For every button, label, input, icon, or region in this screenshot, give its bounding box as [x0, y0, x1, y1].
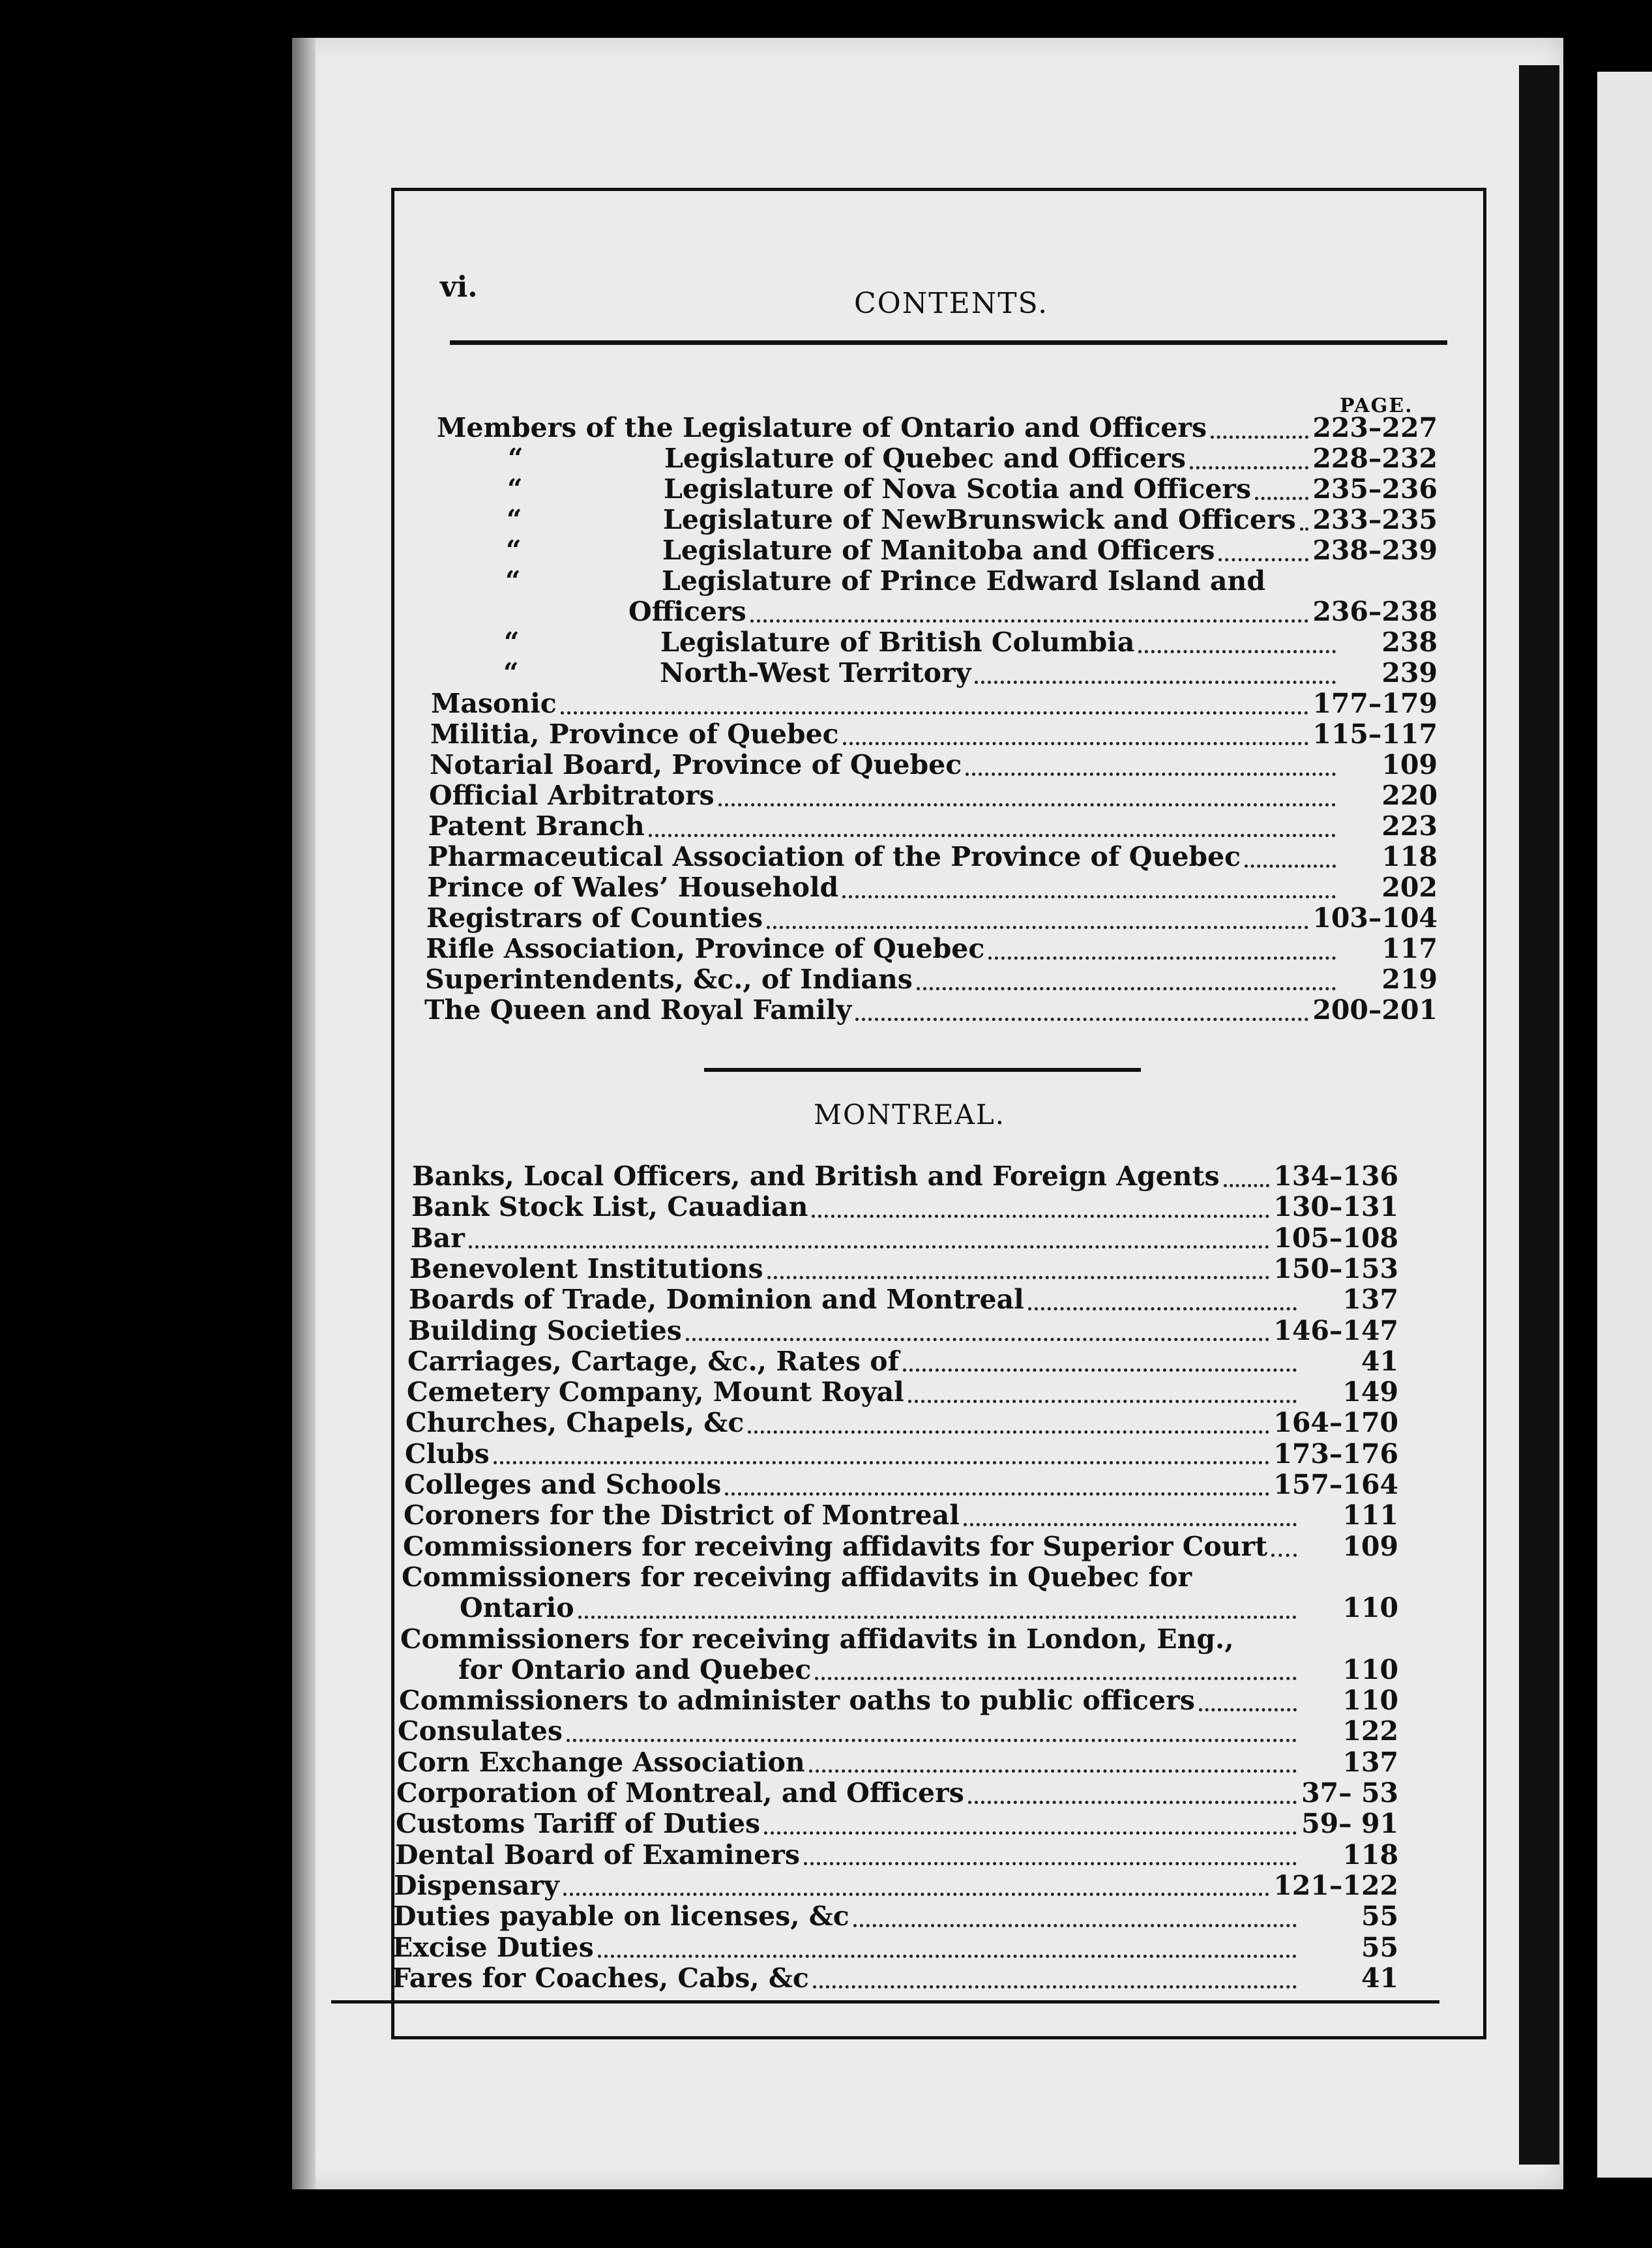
entry-title: for Ontario and Quebec: [458, 1653, 812, 1685]
dot-leader: [750, 608, 1309, 623]
entry-page-numbers: 130–131: [1273, 1191, 1398, 1223]
contents-entry: [427, 872, 1438, 903]
contents-entry: [411, 1222, 1398, 1254]
contents-entry: [435, 504, 1438, 535]
bottom-rule: [331, 2000, 1439, 2004]
entry-page-numbers: 157–164: [1273, 1469, 1398, 1500]
entry-title: Superintendents, &c., of Indians: [425, 964, 913, 995]
contents-entry: [403, 1531, 1398, 1562]
entry-page-numbers: 41: [1361, 1962, 1398, 1994]
entry-page-numbers: 37– 53: [1301, 1777, 1398, 1809]
entry-title: Ontario: [460, 1592, 574, 1624]
dot-leader: [1196, 1575, 1297, 1586]
entry-page-numbers: 121–122: [1273, 1869, 1398, 1901]
ditto-mark: “: [507, 504, 522, 535]
contents-entry: [435, 473, 1438, 505]
entry-page-numbers: 118: [1381, 841, 1438, 872]
entry-title: Fares for Coaches, Cabs, &c: [392, 1962, 809, 1994]
contents-entry: [407, 1376, 1398, 1408]
contents-entry: [395, 1839, 1398, 1871]
entry-page-numbers: 111: [1342, 1500, 1398, 1531]
entry-page-numbers: 109: [1342, 1530, 1398, 1562]
dot-leader: [813, 1974, 1297, 1989]
entry-title: Notarial Board, Province of Quebec: [430, 749, 962, 780]
page-spine-shadow: [292, 38, 316, 2189]
entry-title: Officers: [628, 596, 746, 627]
dot-leader: [578, 1604, 1297, 1619]
entry-title: North-West Territory: [660, 657, 971, 688]
page-column-heading: PAGE.: [1340, 394, 1413, 417]
entry-page-numbers: 238–239: [1312, 535, 1438, 566]
entry-title: Official Arbitrators: [429, 780, 715, 811]
entry-page-numbers: 228–232: [1312, 443, 1438, 474]
entry-page-numbers: 109: [1381, 749, 1438, 780]
entry-page-numbers: 110: [1342, 1685, 1398, 1717]
entry-title: Bank Stock List, Cauadian: [411, 1191, 808, 1223]
entry-page-numbers: 122: [1342, 1715, 1398, 1747]
entry-title: Pharmaceutical Association of the Province of Quebec: [428, 841, 1241, 872]
entry-title: Churches, Chapels, &c: [406, 1407, 745, 1439]
dot-leader: [686, 1326, 1269, 1341]
dot-leader: [975, 669, 1336, 684]
contents-entry: [399, 1685, 1398, 1716]
dot-leader: [1255, 485, 1308, 500]
ditto-mark: “: [507, 473, 523, 505]
dot-leader: [1271, 1542, 1297, 1557]
contents-entry: [397, 1747, 1398, 1778]
contents-entry: [393, 1900, 1398, 1932]
contents-entry: [424, 994, 1438, 1026]
contents-entry: [434, 565, 1438, 597]
dot-leader: [1211, 424, 1308, 439]
dot-leader: [1028, 1295, 1297, 1310]
entry-page-numbers: 105–108: [1273, 1222, 1398, 1254]
entry-page-numbers: 137: [1342, 1746, 1398, 1778]
entry-title: Dental Board of Examiners: [395, 1839, 800, 1871]
entry-page-numbers: 220: [1381, 780, 1438, 811]
entry-page-numbers: 118: [1342, 1839, 1398, 1871]
dot-leader: [1300, 516, 1309, 531]
facing-page-edge: [1597, 72, 1652, 2178]
entry-title: Commissioners for receiving affidavits for Superior Court: [403, 1530, 1268, 1562]
dot-leader: [988, 945, 1336, 960]
dot-leader: [725, 1481, 1269, 1496]
ditto-mark: “: [503, 657, 519, 688]
entry-title: Legislature of Prince Edward Island and: [662, 565, 1266, 597]
entry-page-numbers: 235–236: [1312, 473, 1438, 505]
ditto-mark: “: [506, 535, 522, 566]
dot-leader: [842, 883, 1336, 898]
entry-page-numbers: 219: [1381, 964, 1438, 995]
entry-page-numbers: 146–147: [1273, 1314, 1398, 1346]
entry-page-numbers: 41: [1361, 1345, 1398, 1377]
dot-leader: [809, 1758, 1297, 1773]
contents-entry: [426, 902, 1438, 934]
entry-page-numbers: 150–153: [1273, 1252, 1398, 1284]
dot-leader: [563, 1881, 1269, 1896]
entry-title: Colleges and Schools: [404, 1469, 722, 1500]
dot-leader: [1269, 578, 1336, 590]
entry-title: Boards of Trade, Dominion and Montreal: [409, 1284, 1024, 1316]
contents-entry: [434, 535, 1438, 566]
contents-entry: [430, 749, 1438, 780]
entry-page-numbers: 115–117: [1312, 718, 1438, 750]
entry-title: Corn Exchange Association: [397, 1746, 805, 1778]
entry-page-numbers: 173–176: [1273, 1438, 1398, 1470]
entry-title: Commissioners for receiving affidavits in London, Eng.,: [400, 1623, 1234, 1655]
entry-title: Legislature of Quebec and Officers: [664, 443, 1186, 474]
contents-entry: [431, 688, 1438, 719]
contents-entry: [396, 1808, 1398, 1839]
entry-page-numbers: 149: [1342, 1376, 1398, 1408]
entry-title: Excise Duties: [392, 1931, 594, 1963]
dot-leader: [903, 1357, 1297, 1372]
dot-leader: [1218, 546, 1308, 561]
dot-leader: [764, 1820, 1297, 1835]
entry-title: Duties payable on licenses, &c: [393, 1900, 849, 1932]
ditto-mark: “: [504, 627, 520, 658]
dot-leader: [1199, 1696, 1297, 1711]
entry-page-numbers: 223: [1381, 810, 1438, 842]
dot-leader: [966, 761, 1336, 776]
entry-title: Masonic: [431, 688, 557, 719]
contents-entry: [412, 1161, 1398, 1192]
entry-title: Militia, Province of Quebec: [430, 718, 839, 750]
entry-page-numbers: 59– 91: [1301, 1808, 1398, 1840]
contents-entry: [433, 596, 1438, 627]
entry-title: Rifle Association, Province of Quebec: [426, 933, 985, 964]
dot-leader: [812, 1203, 1269, 1218]
entry-title: Building Societies: [408, 1314, 682, 1346]
dot-leader: [908, 1388, 1297, 1403]
entry-title: Consulates: [398, 1715, 563, 1747]
contents-entry: [398, 1715, 1398, 1747]
section-heading-montreal: MONTREAL.: [814, 1099, 1006, 1131]
entry-title: Clubs: [405, 1438, 490, 1470]
dot-leader: [815, 1665, 1297, 1680]
entry-title: Customs Tariff of Duties: [396, 1808, 761, 1840]
contents-entry: [404, 1500, 1398, 1531]
dot-leader: [494, 1449, 1270, 1464]
entry-title: Benevolent Institutions: [409, 1252, 763, 1284]
entry-page-numbers: 103–104: [1312, 902, 1438, 934]
entry-page-numbers: 233–235: [1312, 504, 1438, 535]
contents-entry: [432, 627, 1438, 658]
entry-title: Carriages, Cartage, &c., Rates of: [407, 1345, 900, 1377]
entry-title: Cemetery Company, Mount Royal: [407, 1376, 904, 1408]
contents-entry: [436, 443, 1438, 474]
entry-page-numbers: 200–201: [1312, 994, 1438, 1026]
entry-title: Legislature of British Columbia: [660, 627, 1135, 658]
entry-page-numbers: 239: [1381, 657, 1438, 688]
contents-entry: [428, 810, 1438, 842]
dot-leader: [964, 1511, 1297, 1526]
entry-title: Registrars of Counties: [426, 902, 763, 934]
dot-leader: [1138, 638, 1336, 653]
entry-page-numbers: 117: [1381, 933, 1438, 964]
contents-entry: [401, 1592, 1398, 1623]
contents-entry: [432, 657, 1438, 688]
entry-page-numbers: 137: [1342, 1284, 1398, 1316]
entry-page-numbers: 177–179: [1312, 688, 1438, 719]
dot-leader: [917, 975, 1336, 990]
contents-entry: [425, 964, 1438, 995]
contents-entry: [396, 1777, 1398, 1809]
dot-leader: [767, 914, 1308, 929]
ditto-mark: “: [505, 565, 521, 597]
entry-title: Corporation of Montreal, and Officers: [396, 1777, 964, 1809]
entry-page-numbers: 55: [1361, 1931, 1398, 1963]
entry-title: Bar: [411, 1222, 465, 1254]
contents-entry: [409, 1284, 1398, 1315]
contents-entry: [400, 1623, 1398, 1655]
page-folio: vi.: [440, 271, 478, 304]
entry-title: Prince of Wales’ Household: [427, 872, 839, 903]
contents-entry: [437, 412, 1438, 443]
entry-page-numbers: 236–238: [1312, 596, 1438, 627]
dot-leader: [1238, 1636, 1297, 1648]
entry-page-numbers: 202: [1381, 872, 1438, 903]
dot-leader: [853, 1912, 1297, 1927]
contents-entry: [392, 1962, 1398, 1994]
contents-entry: [402, 1561, 1398, 1593]
entry-title: Dispensary: [394, 1869, 559, 1901]
dot-leader: [561, 700, 1309, 715]
running-head: CONTENTS.: [854, 287, 1049, 320]
entry-page-numbers: 110: [1342, 1653, 1398, 1685]
entry-page-numbers: 223–227: [1312, 412, 1438, 443]
dot-leader: [968, 1789, 1297, 1804]
entry-title: Commissioners to administer oaths to public officers: [399, 1685, 1195, 1717]
contents-entry: [409, 1253, 1398, 1284]
entry-title: Legislature of Nova Scotia and Officers: [664, 473, 1252, 505]
entry-title: Members of the Legislature of Ontario and Officers: [437, 412, 1207, 443]
contents-entry: [426, 933, 1438, 964]
page-gutter: [1519, 65, 1559, 2165]
contents-entry: [405, 1438, 1398, 1470]
contents-entry: [406, 1407, 1398, 1438]
entry-title: Legislature of Manitoba and Officers: [662, 535, 1215, 566]
entry-title: Patent Branch: [428, 810, 645, 842]
dot-leader: [843, 730, 1309, 745]
dot-leader: [567, 1727, 1297, 1742]
entry-page-numbers: 110: [1342, 1592, 1398, 1624]
section-rule: [704, 1068, 1141, 1072]
dot-leader: [649, 822, 1336, 837]
contents-entry: [400, 1654, 1398, 1685]
dot-leader: [804, 1850, 1297, 1865]
contents-entry: [394, 1870, 1398, 1901]
dot-leader: [718, 791, 1336, 806]
contents-entry: [411, 1191, 1398, 1222]
contents-entry: [404, 1469, 1398, 1500]
entry-title: Banks, Local Officers, and British and Foreign Agents: [412, 1161, 1220, 1192]
head-rule: [450, 340, 1447, 345]
dot-leader: [469, 1234, 1270, 1249]
entry-title: Legislature of NewBrunswick and Officers: [663, 504, 1296, 535]
entry-page-numbers: 164–170: [1273, 1407, 1398, 1439]
contents-entry: [392, 1932, 1398, 1963]
dot-leader: [598, 1943, 1297, 1958]
dot-leader: [1190, 454, 1308, 469]
dot-leader: [767, 1264, 1270, 1279]
entry-page-numbers: 134–136: [1273, 1161, 1398, 1192]
dot-leader: [1224, 1172, 1270, 1187]
entry-title: Coroners for the District of Montreal: [404, 1500, 960, 1531]
entry-title: Commissioners for receiving affidavits in Quebec for: [402, 1561, 1192, 1593]
contents-entry: [430, 718, 1438, 750]
contents-entry: [408, 1315, 1398, 1346]
contents-entry: [428, 841, 1438, 872]
entry-page-numbers: 55: [1361, 1900, 1398, 1932]
dot-leader: [1245, 853, 1336, 868]
dot-leader: [855, 1006, 1308, 1021]
dot-leader: [748, 1419, 1269, 1434]
entry-title: The Queen and Royal Family: [424, 994, 852, 1026]
entry-page-numbers: 238: [1381, 627, 1438, 658]
contents-entry: [429, 780, 1438, 811]
ditto-mark: “: [508, 443, 524, 474]
contents-entry: [407, 1346, 1398, 1377]
